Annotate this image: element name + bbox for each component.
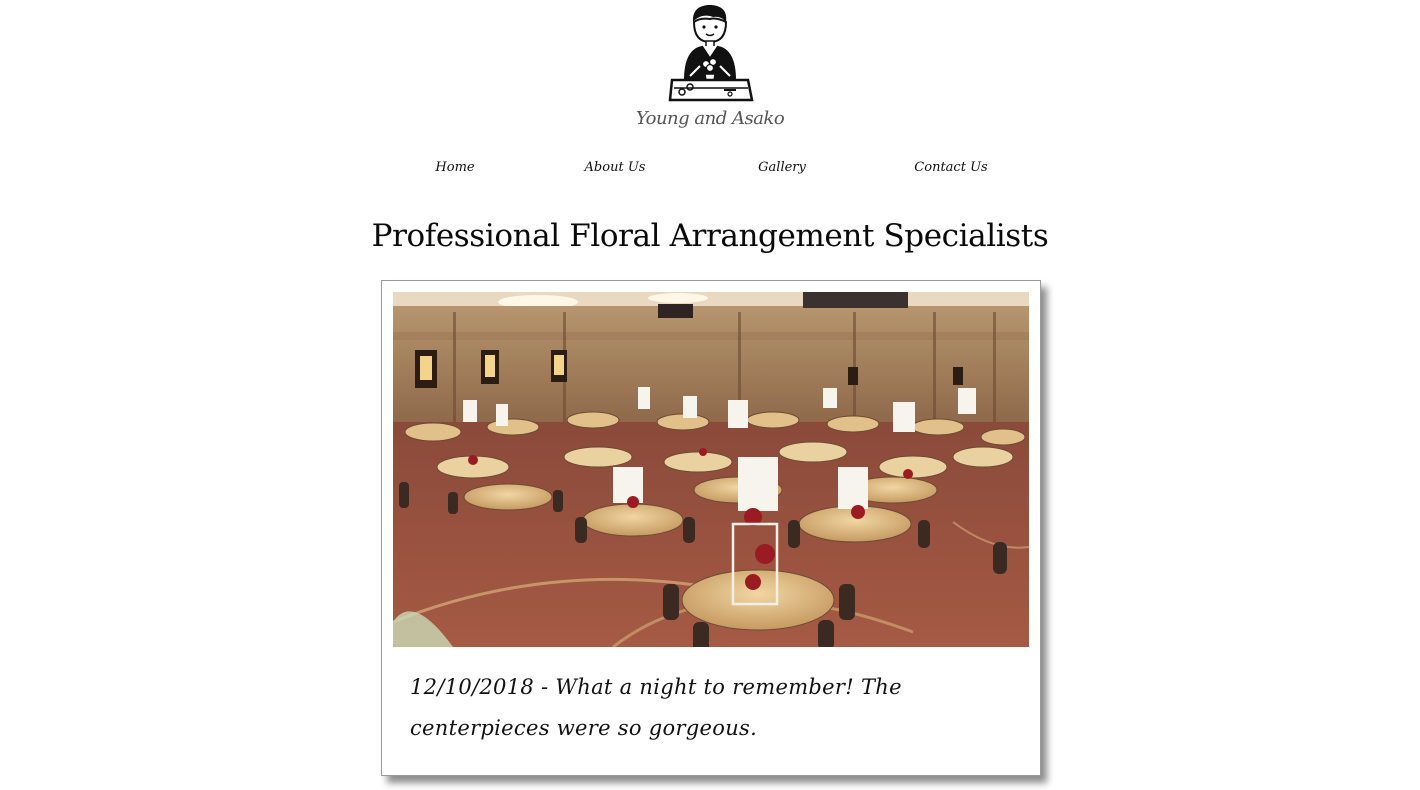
gallery-post-card [381,280,1041,776]
post-caption: 12/10/2018 - What a night to remember! The centerpieces were so gorgeous. [410,675,902,740]
florist-logo-icon[interactable] [640,2,780,102]
banquet-hall-photo[interactable] [393,292,1029,647]
page-title: Professional Floral Arrangement Specialists [371,218,1049,254]
brand-name[interactable]: Young and Asako [635,108,785,129]
main-nav [0,160,1420,186]
nav-home[interactable]: Home [435,160,475,175]
nav-contact-us[interactable]: Contact Us [914,160,988,175]
nav-about-us[interactable]: About Us [584,160,646,175]
nav-gallery[interactable]: Gallery [758,160,806,175]
